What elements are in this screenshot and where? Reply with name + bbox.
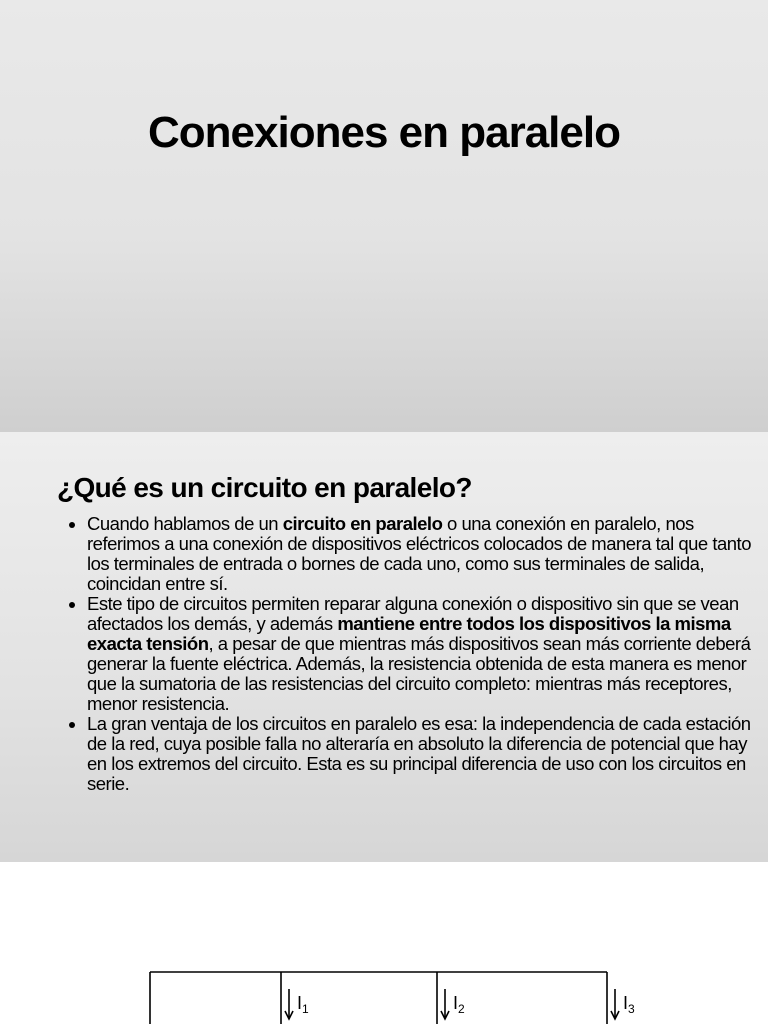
bullet-text: Cuando hablamos de un bbox=[87, 513, 283, 534]
bullet-emphasis: circuito en paralelo bbox=[282, 513, 443, 534]
slide-heading: ¿Qué es un circuito en paralelo? bbox=[57, 472, 472, 503]
bullet-emphasis: mantiene entre todos los dispositivos la misma exacta tensión bbox=[87, 613, 731, 654]
bullet-item bbox=[87, 714, 752, 794]
diagram-slide bbox=[0, 862, 768, 1024]
current-label-3: $I_3$ bbox=[623, 993, 635, 1016]
bullet-item bbox=[87, 594, 752, 714]
bullet-text: Este tipo de circuitos permiten reparar alguna conexión o dispositivo sin que se vean afectados los demás, y además bbox=[87, 593, 739, 634]
bullet-list bbox=[57, 514, 752, 794]
content-slide bbox=[0, 432, 768, 862]
title-slide bbox=[0, 0, 768, 432]
bullet-item bbox=[87, 514, 752, 594]
bullet-text: La gran ventaja de los circuitos en paralelo es esa: la independencia de cada estación de la red, cuya posible falla no alteraría en absoluto la diferencia de potencial que hay en los extremos del circuito. Esta es su principal diferencia de uso con los circuitos en serie. bbox=[87, 713, 751, 794]
current-label-2: $I_2$ bbox=[453, 993, 465, 1016]
bullet-text: o una conexión en paralelo, nos referimos a una conexión de dispositivos eléctricos colocados de manera tal que tanto los terminales de entrada o bornes de cada uno, como sus terminales de salida, coincidan entre sí. bbox=[87, 513, 751, 594]
current-label-1: $I_1$ bbox=[297, 993, 309, 1016]
parallel-circuit-diagram bbox=[0, 862, 768, 1024]
slide-title: Conexiones en paralelo bbox=[148, 108, 620, 157]
bullet-text: , a pesar de que mientras más dispositivos sean más corriente deberá generar la fuente eléctrica. Además, la resistencia obtenida de esta manera es menor que la sumatoria de las resistencias del circuito completo: mientras más receptores, menor resistencia. bbox=[87, 633, 751, 714]
